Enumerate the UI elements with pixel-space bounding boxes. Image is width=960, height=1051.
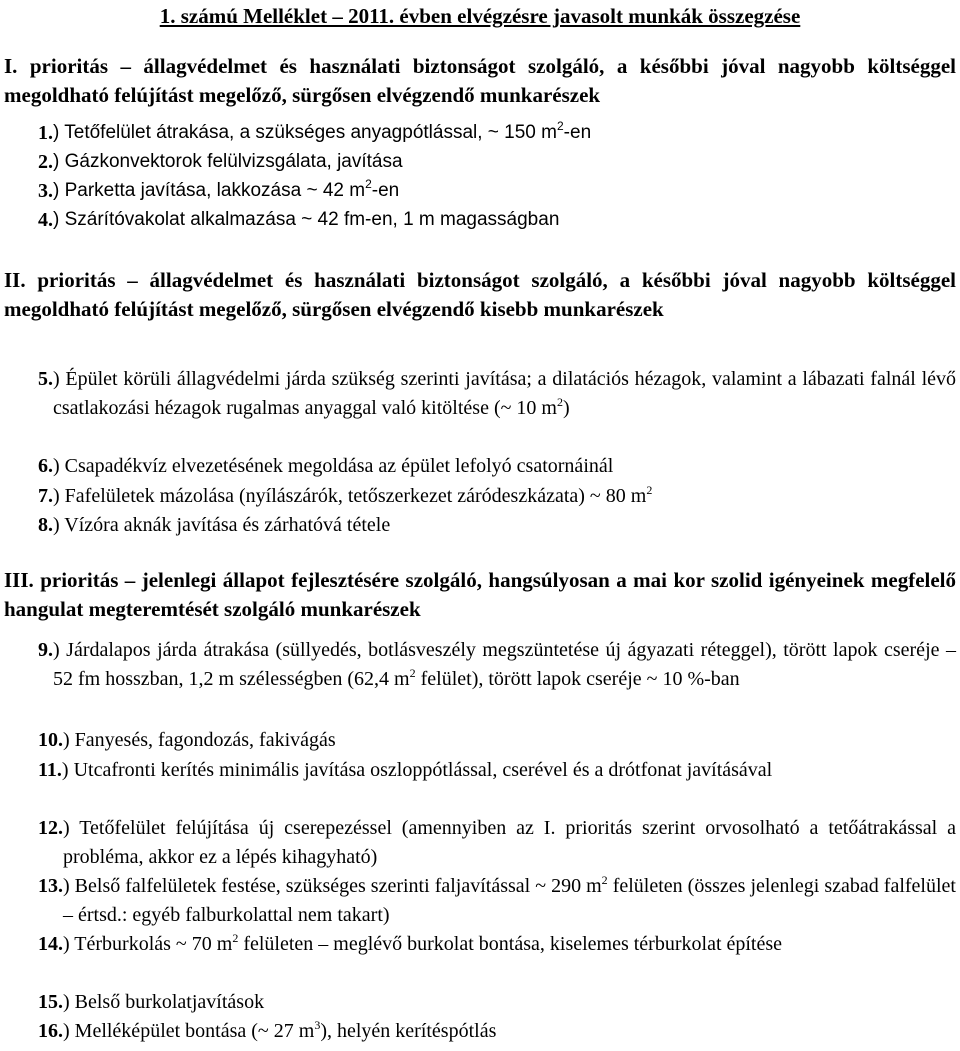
item-number: 13.	[38, 875, 63, 897]
item-number: 11.	[38, 759, 62, 781]
list-item	[38, 148, 938, 177]
item-text: ) Térburkolás ~ 70 $m^2$ felületen – meglévő burkolat bontása, kiselemes térburkolat építése	[63, 931, 783, 955]
item-text: ) Vízóra aknák javítása és zárhatóvá tétele	[53, 514, 391, 536]
item-number: 4.	[38, 209, 53, 231]
item-number: 7.	[38, 485, 53, 507]
list-item	[38, 206, 938, 235]
item-number: 6.	[38, 455, 53, 477]
item-text: ) Épület körüli állagvédelmi járda szükség szerinti javítása; a dilatációs hézagok, valamint a lábazati falnál lévő csatlakozási hézagok rugalmas anyaggal való kitöltése (~ 10 $m^2$)	[53, 368, 956, 419]
item-number: 10.	[38, 729, 63, 751]
list-item	[38, 814, 956, 871]
item-text: ) Szárítóvakolat alkalmazása ~ 42 fm-en, 1 m magasságban	[53, 209, 560, 230]
item-number: 14.	[38, 933, 63, 955]
item-text: ) Belső burkolatjavítások	[63, 991, 265, 1013]
item-number: 8.	[38, 514, 53, 536]
list-item	[38, 636, 956, 693]
list-item	[38, 988, 956, 1017]
item-number: 9.	[38, 639, 53, 661]
list-item	[38, 119, 938, 148]
list-item	[38, 511, 956, 540]
list-item	[38, 872, 956, 929]
list-item	[38, 930, 956, 959]
section-heading-2: II. prioritás – állagvédelmet és használati biztonságot szolgáló, a későbbi jóval nagyobb költséggel megoldható felújítást megelőző, sürgősen elvégzendő kisebb munkarészek	[4, 268, 956, 321]
section-heading-3: III. prioritás – jelenlegi állapot fejlesztésére szolgáló, hangsúlyosan a mai kor szolid igényeinek megfelelő hangulat megteremtését szolgáló munkarészek	[4, 568, 956, 621]
item-number: 3.	[38, 180, 53, 202]
item-text: ) Fanyesés, fagondozás, fakivágás	[63, 729, 336, 751]
item-text: ) Tetőfelület felújítása új cserepezéssel (amennyiben az I. prioritás szerint orvosolható a tetőátrakással a probléma, akkor ez a lépés kihagyható)	[63, 817, 956, 868]
item-text: ) Gázkonvektorok felülvizsgálata, javítása	[53, 151, 403, 172]
section-heading-1: I. prioritás – állagvédelmet és használati biztonságot szolgáló, a későbbi jóval nagyobb költséggel megoldható felújítást megelőző, sürgősen elvégzendő munkarészek	[4, 54, 956, 107]
list-item	[38, 726, 956, 755]
item-number: 2.	[38, 151, 53, 173]
item-text: ) Parketta javítása, lakkozása ~ 42 $m^2-en$	[53, 177, 400, 201]
item-number: 1.	[38, 122, 53, 144]
list-item	[38, 1017, 956, 1046]
item-text: ) Belső falfelületek festése, szükséges szerinti faljavítással ~ 290 $m^2$ felületen (összes jelenlegi szabad falfelület – értsd.: egyéb falburkolattal nem takart)	[63, 873, 956, 926]
item-text: ) Melléképület bontása (~ 27 $m^3$), helyén kerítéspótlás	[63, 1018, 497, 1042]
list-item	[38, 482, 956, 511]
item-number: 15.	[38, 991, 63, 1013]
item-number: 16.	[38, 1020, 63, 1042]
list-item	[38, 177, 938, 206]
item-number: 12.	[38, 817, 63, 839]
item-text: ) Fafelületek mázolása (nyílászárók, tetőszerkezet záródeszkázata) ~ 80 $m^2$	[53, 483, 653, 507]
item-text: ) Tetőfelület átrakása, a szükséges anyagpótlással, ~ 150 $m^2-en$	[53, 119, 592, 143]
item-number: 5.	[38, 368, 53, 390]
list-item	[38, 452, 956, 481]
list-item	[38, 756, 956, 785]
item-text: ) Utcafronti kerítés minimális javítása oszloppótlással, cserével és a drótfonat javításával	[61, 759, 773, 781]
item-text: ) Járdalapos járda átrakása (süllyedés, botlásveszély megszüntetése új ágyazati réteggel), törött lapok cseréje – 52 fm hosszban, 1,2 m szélességben (62,4 $m^2$ felület), törött lapok cseréje ~ 10 %-ban	[53, 639, 956, 690]
list-item	[38, 365, 956, 422]
item-text: ) Csapadékvíz elvezetésének megoldása az épület lefolyó csatornáinál	[53, 455, 614, 477]
page-title: 1. számú Melléklet – 2011. évben elvégzésre javasolt munkák összegzése	[159, 4, 801, 28]
